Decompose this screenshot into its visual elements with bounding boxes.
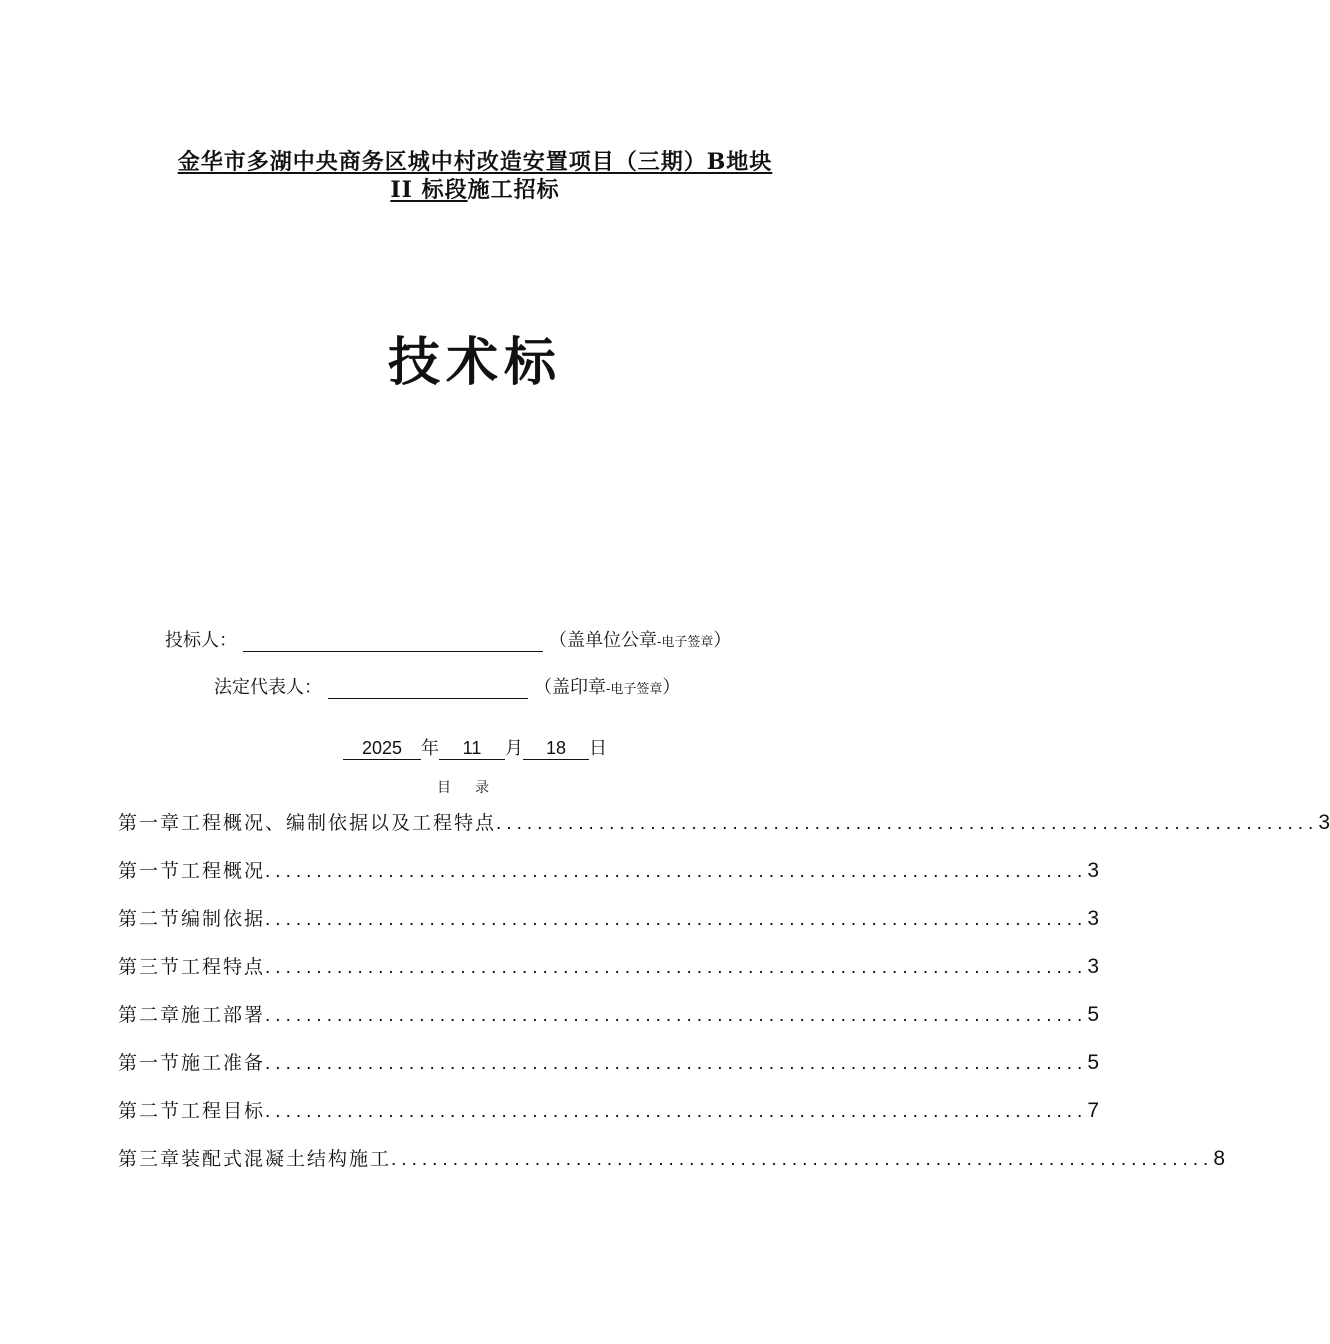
toc-item-leader: ................................................................................ [265, 1005, 1088, 1026]
toc-item-prefix: 第三章 [118, 1148, 182, 1170]
table-of-contents [118, 808, 1330, 1192]
toc-item-page: 3 [1087, 907, 1100, 930]
legal-rep-label: 法定代表人： [214, 677, 322, 698]
bidder-label: 投标人： [165, 630, 237, 651]
toc-item-prefix: 第一节 [118, 1052, 182, 1074]
document-title: 技术标 [387, 332, 562, 393]
toc-item[interactable] [118, 808, 1330, 856]
toc-item-label: 编制依据 [181, 908, 266, 930]
month-unit: 月 [505, 738, 523, 759]
bidder-signature-line[interactable] [243, 631, 543, 652]
date-month: 11 [439, 737, 505, 760]
toc-item-prefix: 第二节 [118, 908, 182, 930]
toc-item-leader: ................................................................................ [391, 1149, 1214, 1170]
toc-item-label: 装配式混凝土结构施工 [181, 1148, 392, 1170]
toc-item-leader: ................................................................................ [265, 957, 1088, 978]
toc-heading: 目录 [437, 780, 513, 796]
toc-item[interactable] [118, 904, 1100, 952]
toc-item-page: 5 [1087, 1051, 1100, 1074]
toc-item-leader: ................................................................................ [265, 861, 1088, 882]
date-row [0, 734, 950, 760]
toc-item-leader: ................................................................................ [496, 813, 1319, 834]
toc-item-label: 施工准备 [181, 1052, 266, 1074]
toc-item-page: 8 [1213, 1147, 1226, 1170]
legal-rep-signature-line[interactable] [328, 678, 528, 699]
toc-item-label: 工程概况 [181, 860, 266, 882]
toc-item-page: 3 [1318, 811, 1330, 834]
project-title-line2-rest: 施工招标 [467, 177, 560, 203]
toc-item-leader: ................................................................................ [265, 1101, 1088, 1122]
bidder-signature-row [165, 626, 731, 652]
toc-item-prefix: 第三节 [118, 956, 182, 978]
toc-item-leader: ................................................................................ [265, 909, 1088, 930]
toc-item[interactable] [118, 1144, 1226, 1192]
date-year: 2025 [343, 737, 421, 760]
day-unit: 日 [589, 738, 607, 759]
legal-rep-signature-row [214, 673, 680, 699]
toc-item-label: 工程目标 [181, 1100, 266, 1122]
toc-item-label: 工程特点 [181, 956, 266, 978]
toc-item-label: 施工部署 [181, 1004, 266, 1026]
legal-rep-seal-note: （盖印章-电子签章） [534, 677, 681, 698]
toc-item-prefix: 第一章 [118, 812, 182, 834]
toc-item-page: 3 [1087, 955, 1100, 978]
toc-item[interactable] [118, 856, 1100, 904]
toc-item-page: 3 [1087, 859, 1100, 882]
project-title [130, 148, 820, 204]
toc-item[interactable] [118, 1096, 1100, 1144]
project-title-line1: 金华市多湖中央商务区城中村改造安置项目（三期）B地块 [177, 149, 773, 175]
project-title-line2 [130, 176, 820, 204]
toc-item-prefix: 第二节 [118, 1100, 182, 1122]
lot-section: II 标段 [390, 177, 468, 203]
toc-item[interactable] [118, 1000, 1100, 1048]
toc-item-prefix: 第二章 [118, 1004, 182, 1026]
toc-item-leader: ................................................................................ [265, 1053, 1088, 1074]
toc-item[interactable] [118, 952, 1100, 1000]
bidder-seal-note: （盖单位公章-电子签章） [549, 630, 732, 651]
toc-item[interactable] [118, 1048, 1100, 1096]
toc-item-prefix: 第一节 [118, 860, 182, 882]
date-day: 18 [523, 737, 589, 760]
toc-item-page: 5 [1087, 1003, 1100, 1026]
year-unit: 年 [421, 738, 439, 759]
toc-item-label: 工程概况、编制依据以及工程特点 [181, 812, 497, 834]
toc-item-page: 7 [1087, 1099, 1100, 1122]
